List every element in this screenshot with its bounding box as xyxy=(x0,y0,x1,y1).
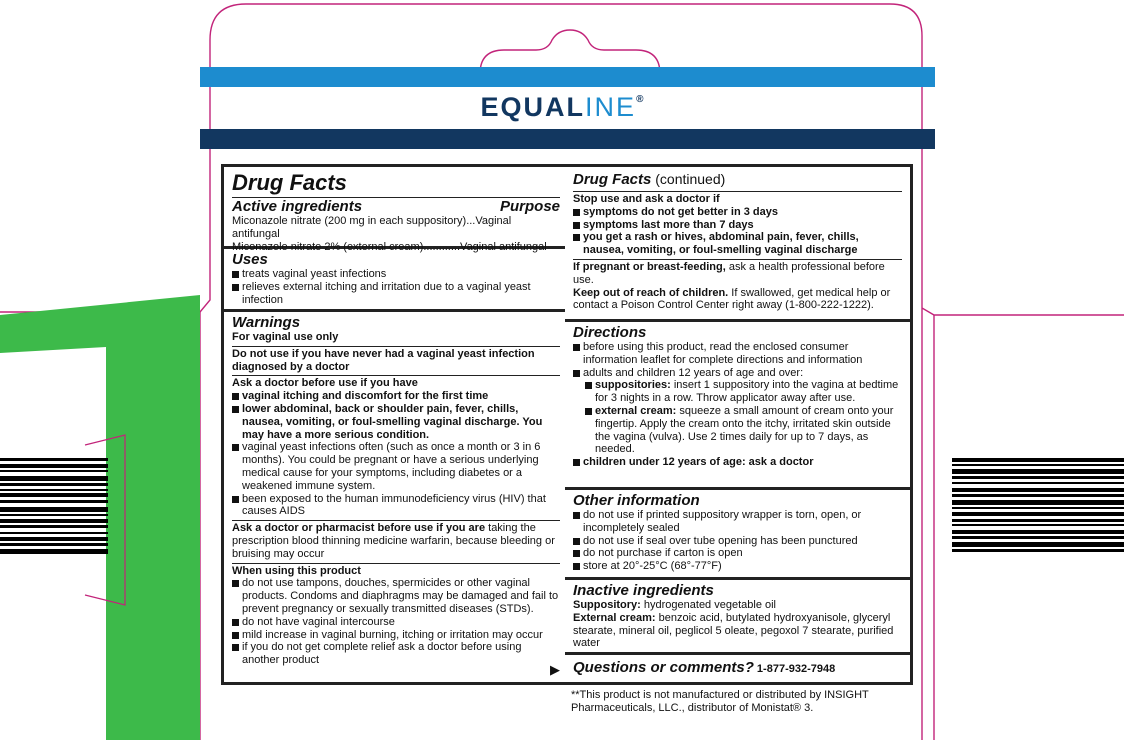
drug-facts-continued-title: Drug Facts (continued) xyxy=(573,171,726,188)
keep-out-of-reach: Keep out of reach of children. If swallowed, get medical help or contact a Poison Control Center right away (1-800-222-1222). xyxy=(573,286,891,312)
inactive-ingredients-section xyxy=(565,580,910,655)
ask-pharmacist: Ask a doctor or pharmacist before use if you are taking the prescription blood thinning medicine warfarin, because bleeding or bruising may occur xyxy=(232,522,555,560)
when-using-item: do not have vaginal intercourse xyxy=(232,616,560,629)
questions-section xyxy=(565,655,910,682)
other-information-section xyxy=(565,490,910,580)
stop-use-item: symptoms do not get better in 3 days xyxy=(573,206,902,219)
when-using-heading: When using this product xyxy=(232,564,361,577)
warnings-section xyxy=(224,312,568,682)
footnote: **This product is not manufactured or distributed by INSIGHT Pharmaceuticals, LLC., distributor of Monistat® 3. xyxy=(571,689,869,714)
stop-use-heading: Stop use and ask a doctor if xyxy=(573,193,720,205)
warnings-heading: Warnings xyxy=(232,314,301,331)
ask-doctor-heading: Ask a doctor before use if you have xyxy=(232,377,418,390)
other-info-item: do not purchase if carton is open xyxy=(573,547,902,560)
drug-facts-column-left xyxy=(221,164,571,685)
questions-phone: 1-877-932-7948 xyxy=(753,663,836,675)
other-info-item: do not use if seal over tube opening has been punctured xyxy=(573,535,902,548)
stop-use-section xyxy=(565,167,910,322)
uses-item: treats vaginal yeast infections xyxy=(232,268,560,281)
when-using-item: mild increase in vaginal burning, itching or irritation may occur xyxy=(232,629,560,642)
ask-doctor-item: vaginal yeast infections often (such as once a month or 3 in 6 months). You could be pregnant or have a serious underlying medical cause for your symptoms, including diabetes or a weakened immune system. xyxy=(232,441,560,492)
other-info-item: do not use if printed suppository wrapper is torn, open, or incompletely sealed xyxy=(573,509,902,535)
ask-doctor-item: vaginal itching and discomfort for the first time xyxy=(232,390,560,403)
directions-section xyxy=(565,322,910,490)
brand-logo: EQUALINE® xyxy=(480,92,644,122)
active-row-2: Miconazole nitrate 2% (external cream)............Vaginal antifungal xyxy=(232,240,547,253)
directions-suppositories: suppositories: insert 1 suppository into the vagina at bedtime for 3 nights in a row. Throw applicator away after use. xyxy=(573,379,902,405)
do-not-use: Do not use if you have never had a vaginal yeast infection diagnosed by a doctor xyxy=(232,347,535,373)
directions-item: before using this product, read the enclosed consumer information leaflet for complete directions and information xyxy=(573,341,902,367)
inactive-cream: External cream: benzoic acid, butylated hydroxyanisole, glyceryl stearate, mineral oil, peglicol 5 oleate, pegoxol 7 stearate, purified water xyxy=(573,611,894,650)
uses-heading: Uses xyxy=(232,251,268,268)
right-barcode xyxy=(952,458,1124,555)
when-using-item: if you do not get complete relief ask a doctor before using another product xyxy=(232,641,560,667)
active-ingredients-heading: Active ingredients xyxy=(232,198,363,215)
drug-facts-column-right xyxy=(565,164,913,685)
inactive-ingredients-heading: Inactive ingredients xyxy=(573,582,714,599)
uses-item: relieves external itching and irritation due to a vaginal yeast infection xyxy=(232,281,560,307)
pregnant-warning: If pregnant or breast-feeding, ask a health professional before use. xyxy=(573,260,885,286)
stop-use-item: you get a rash or hives, abdominal pain, fever, chills, nausea, vomiting, or foul-smelling vaginal discharge xyxy=(573,231,902,257)
uses-section xyxy=(224,249,568,312)
other-info-item: store at 20°-25°C (68°-77°F) xyxy=(573,560,902,573)
directions-item: children under 12 years of age: ask a doctor xyxy=(573,456,902,469)
directions-cream: external cream: squeeze a small amount of cream onto your fingertip. Apply the cream onto the itchy, irritated skin outside the vagina (vulva). Use 2 times daily for up to 7 days, as needed. xyxy=(573,405,902,456)
purpose-heading: Purpose xyxy=(499,198,560,215)
when-using-item: do not use tampons, douches, spermicides or other vaginal products. Condoms and diaphragms may be damaged and fail to prevent pregnancy or sexually transmitted diseases (STDs). xyxy=(232,577,560,615)
ask-doctor-item: been exposed to the human immunodeficiency virus (HIV) that causes AIDS xyxy=(232,493,560,519)
other-information-heading: Other information xyxy=(573,492,700,509)
inactive-suppository: Suppository: hydrogenated vegetable oil xyxy=(573,599,777,611)
left-barcode xyxy=(0,458,108,556)
drug-facts-title: Drug Facts xyxy=(232,170,347,195)
directions-item: adults and children 12 years of age and over: xyxy=(573,367,902,380)
stop-use-item: symptoms last more than 7 days xyxy=(573,219,902,232)
ask-doctor-item: lower abdominal, back or shoulder pain, fever, chills, nausea, vomiting, or foul-smelling vaginal discharge. You may have a more serious condition. xyxy=(232,403,560,441)
blue-band xyxy=(200,67,935,87)
active-ingredients-section xyxy=(224,167,568,253)
continue-arrow-icon: ▶ xyxy=(550,662,560,677)
navy-band xyxy=(200,129,935,149)
directions-heading: Directions xyxy=(573,324,647,341)
active-row-1: Miconazole nitrate (200 mg in each suppository)...Vaginal antifungal xyxy=(232,215,512,240)
questions-heading: Questions or comments? xyxy=(573,659,754,676)
vaginal-use-only: For vaginal use only xyxy=(232,331,339,343)
